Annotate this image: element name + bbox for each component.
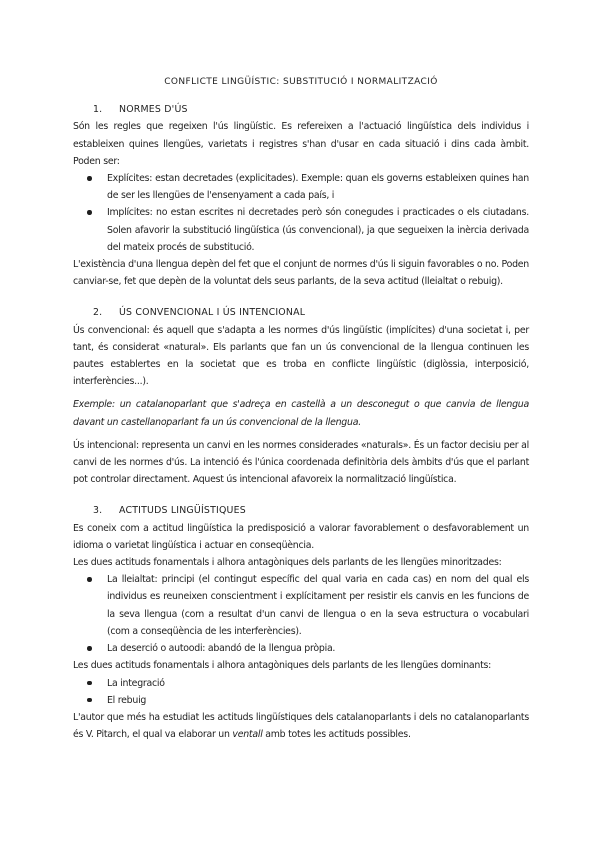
bullet-icon: [87, 646, 92, 651]
paragraph-us-intencional: Ús intencional: representa un canvi en les normes considerades «naturals». És un factor decisiu per al canvi de les normes d'ús. La intenció és l'única coordenada definitòria dels àmbits d'ús que el parlant pot controlar directament. Aquest ús intencional afavoreix la normalització lingüística.: [73, 439, 529, 486]
section-closing: L'autor que més ha estudiat les actituds lingüístiques dels catalanoparlants i dels no catalanoparlants és V. Pitarch, el qual va elaborar un ventall amb totes les actituds possibles.: [73, 711, 529, 741]
list-item: Implícites: no estan escrites ni decretades però són conegudes i practicades o els ciutadans. Solen afavorir la substitució lingüística (ús convencional), ja que segueixen la inèrcia derivada del mateix procés de substitució.: [73, 204, 529, 256]
document-title: CONFLICTE LINGÜÍSTIC: SUBSTITUCIÓ I NORMALITZACIÓ: [164, 77, 438, 87]
section-heading-actituds: [93, 502, 529, 519]
bullet-icon: [87, 176, 92, 181]
bullet-list: [73, 571, 529, 657]
dominant-intro: Les dues actituds fonamentals i alhora antagòniques dels parlants de les llengües dominants:: [73, 660, 492, 672]
section-heading-us-convencional: [93, 304, 529, 321]
section-title: ÚS CONVENCIONAL I ÚS INTENCIONAL: [119, 307, 306, 319]
bullet-list: [73, 675, 529, 709]
list-item: La integració: [73, 675, 529, 692]
bullet-list: [73, 170, 529, 256]
bullet-icon: [87, 681, 92, 686]
emphasis-ventall: ventall: [232, 729, 263, 741]
bullet-icon: [87, 577, 92, 582]
section-number: 2.: [93, 307, 103, 319]
list-item: Explícites: estan decretades (explicitades). Exemple: quan els governs estableixen quines han de ser les llengües de l'ensenyament a cada país, i: [73, 170, 529, 204]
section-number: 3.: [93, 505, 103, 517]
section-heading-normes-us: [93, 101, 529, 118]
list-item: La lleialtat: principi (el contingut específic del qual varia en cada cas) en nom del qual els individus es reuneixen conscientment i explícitament per resistir els canvis en les funcions de la seva llengua (com a resultat d'un canvi de llengua o en la seva estructura o vocabulari (com a conseqüència de les interferències).: [73, 571, 529, 640]
bullet-icon: [87, 210, 92, 215]
section-number: 1.: [93, 104, 103, 116]
section-title: ACTITUDS LINGÜÍSTIQUES: [119, 505, 246, 517]
bullet-icon: [87, 698, 92, 703]
section-intro: Es coneix com a actitud lingüística la predisposició a valorar favorablement o desfavorablement un idioma o varietat lingüística i actuar en conseqüència.: [73, 522, 529, 551]
list-item: La deserció o autoodi: abandó de la llengua pròpia.: [73, 640, 529, 657]
section-intro: Són les regles que regeixen l'ús lingüístic. Es refereixen a l'actuació lingüística dels individus i estableixen quines llengües, varietats i registres s'han d'usar en cada situació i dins cada àmbit. Poden ser:: [73, 121, 529, 167]
section-title: NORMES D'ÚS: [119, 104, 188, 116]
example-paragraph: Exemple: un catalanoparlant que s'adreça en castellà a un desconegut o que canvia de llengua davant un castellanoparlant fa un ús convencional de la llengua.: [73, 399, 529, 428]
section-closing: L'existència d'una llengua depèn del fet que el conjunt de normes d'ús li siguin favorables o no. Poden canviar-se, fet que depèn de la voluntat dels seus parlants, de la seva actitud (lleialtat o rebuig).: [73, 259, 529, 288]
minoritized-intro: Les dues actituds fonamentals i alhora antagòniques dels parlants de les llengües minoritzades:: [73, 557, 502, 569]
paragraph-us-convencional: Ús convencional: és aquell que s'adapta a les normes d'ús lingüístic (implícites) d'una societat i, per tant, és considerat «natural». Els parlants que fan un ús convencional de la llengua continuen les pautes establertes en la societat que es troba en conflicte lingüístic (diglòssia, interposició, interferències...).: [73, 324, 529, 388]
list-item: El rebuig: [73, 692, 529, 709]
document-body: [73, 74, 529, 743]
